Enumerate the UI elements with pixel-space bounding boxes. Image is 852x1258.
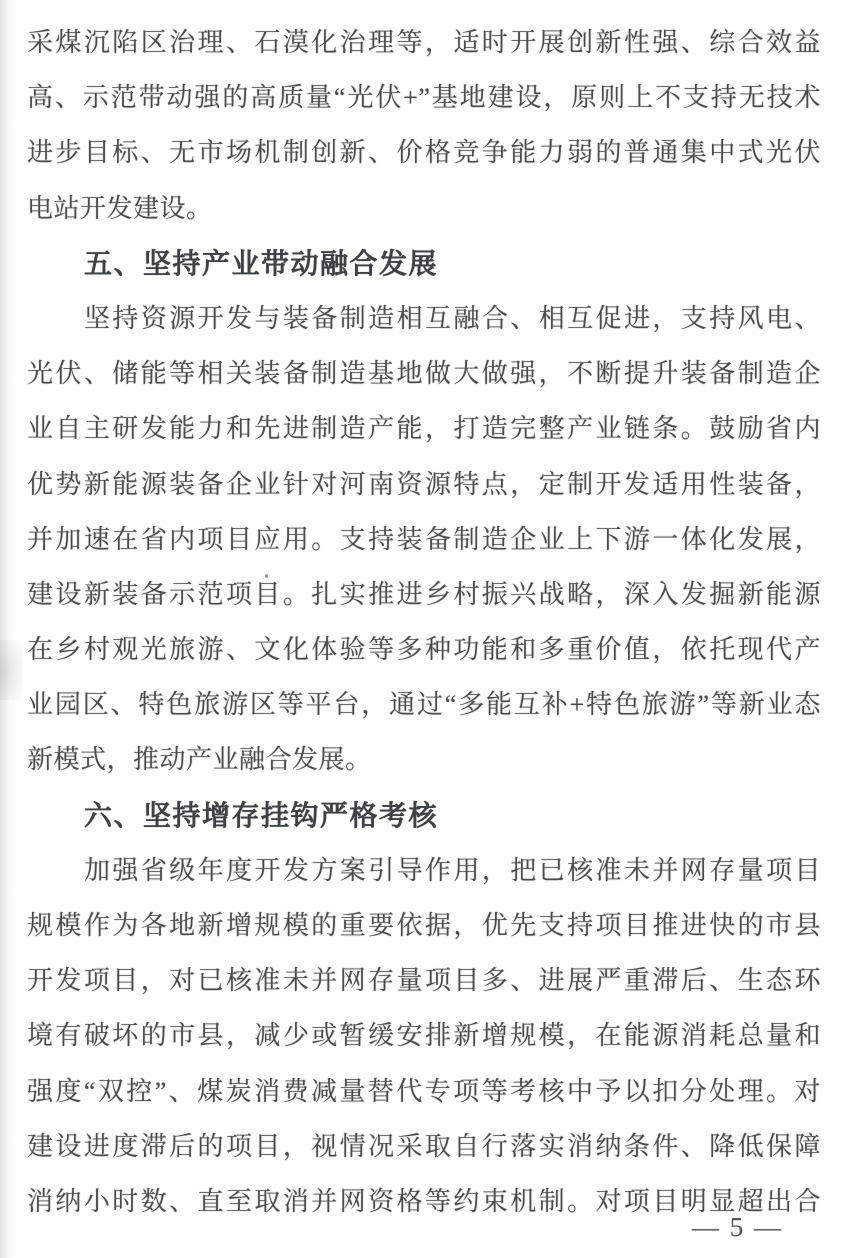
- paragraph-line: 高、示范带动强的高质量“光伏+”基地建设，原则上不支持无技术: [27, 83, 821, 113]
- paragraph-line: 并加速在省内项目应用。支持装备制造企业上下游一体化发展，: [27, 524, 821, 554]
- paragraph-line: 电站开发建设。: [27, 193, 213, 223]
- scan-speck: [265, 574, 268, 578]
- paragraph-line: 规模作为各地新增规模的重要依据，优先支持项目推进快的市县: [27, 911, 821, 940]
- paragraph-line: 建设进度滞后的项目，视情况采取自行落实消纳条件、降低保障: [27, 1131, 821, 1161]
- paragraph-line: 加强省级年度开发方案引导作用，把已核准未并网存量项目: [84, 855, 821, 885]
- paragraph-line: 在乡村观光旅游、文化体验等多种功能和多重价值，依托现代产: [27, 635, 821, 665]
- paragraph-line: 强度“双控”、煤炭消费减量替代专项等考核中予以扣分处理。对: [27, 1076, 821, 1106]
- paragraph-line: 建设新装备示范项目。扎实推进乡村振兴战略，深入发掘新能源: [27, 579, 821, 609]
- paragraph-line: 业园区、特色旅游区等平台，通过“多能互补+特色旅游”等新业态: [27, 690, 821, 720]
- paragraph-line: 光伏、储能等相关装备制造基地做大做强，不断提升装备制造企: [27, 359, 821, 389]
- paragraph-line: 境有破坏的市县，减少或暂缓安排新增规模，在能源消耗总量和: [27, 1021, 821, 1051]
- section-heading-5: 五、坚持产业带动融合发展: [84, 247, 439, 279]
- paragraph-line: 新模式，推动产业融合发展。: [27, 745, 372, 775]
- paragraph-line: 业自主研发能力和先进制造产能，打造完整产业链条。鼓励省内: [27, 414, 821, 444]
- page-number: — 5 —: [692, 1212, 783, 1243]
- paragraph-line: 进步目标、无市场机制创新、价格竞争能力弱的普通集中式光伏: [27, 138, 821, 168]
- paragraph-line: 采煤沉陷区治理、石漠化治理等，适时开展创新性强、综合效益: [27, 28, 821, 57]
- paragraph-line: 开发项目，对已核准未并网存量项目多、进展严重滞后、生态环: [27, 966, 821, 996]
- section-heading-6: 六、坚持增存挂钩严格考核: [84, 799, 439, 831]
- paragraph-line: 消纳小时数、直至取消并网资格等约束机制。对项目明显超出合: [27, 1186, 821, 1216]
- paragraph-line: 优势新能源装备企业针对河南资源特点，定制开发适用性装备，: [27, 469, 821, 499]
- paragraph-line: 坚持资源开发与装备制造相互融合、相互促进，支持风电、: [84, 303, 821, 333]
